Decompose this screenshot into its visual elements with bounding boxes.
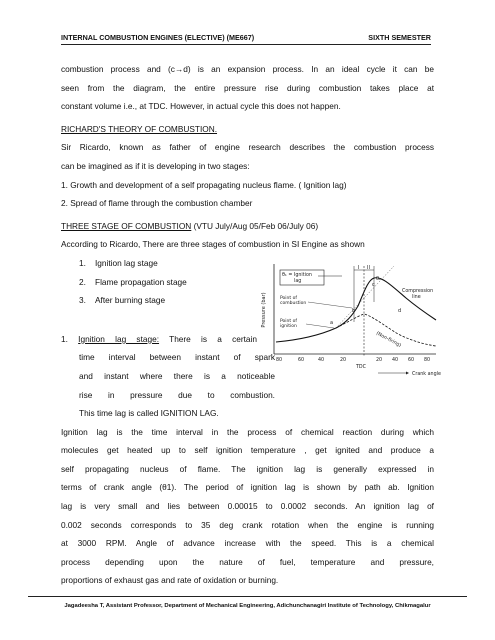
ignition-lag-text: 0.002 seconds corresponds to 35 deg crank rotation when the engine is running [61, 519, 434, 530]
ignition-lag-line: 1. Ignition lag stage: There is a certain [61, 333, 257, 344]
para1-line: combustion process and (c→d) is an expansion process. In an ideal cycle it can be [61, 64, 434, 74]
ricardo-list-item: 1. Growth and development of a self propagating nucleus flame. ( Ignition lag) [61, 179, 347, 190]
ignition-lag-text: molecules get heated up to self ignition temperature , get ignited and produce a [61, 445, 434, 456]
ignition-lag-text: proportions of exhaust gas and rate of oxidation or burning. [61, 575, 279, 586]
header-course-title: INTERNAL COMBUSTION ENGINES (ELECTIVE) (ME667) [61, 33, 255, 42]
point-combustion-label-2: combustion [280, 301, 307, 306]
point-ignition-label-2: ignition [280, 324, 297, 329]
ignition-lag-text: at 3000 RPM. Angle of advance increase with the speed. This is a chemical [61, 538, 434, 549]
theta-two-label: θ₂ [376, 276, 382, 282]
x-tick: 60 [408, 358, 415, 363]
para1-line: constant volume i.e., at TDC. However, in actual cycle this does not happen. [61, 101, 341, 112]
ignition-lag-line: and instant where there is a noticeable [79, 370, 275, 381]
ignition-lag-text: self propagating nucleus of flame. The ignition lag is generally expressed in [61, 463, 434, 474]
x-tick: 80 [424, 358, 431, 363]
x-tick: 40 [318, 358, 325, 363]
para1-line: seen from the diagram, the entire pressure rise during combustion takes place at [61, 82, 434, 93]
leader-line [308, 302, 352, 308]
point-ignition-label: Point of [280, 319, 297, 324]
stage-list-item: 2. Flame propagation stage [79, 276, 187, 287]
ricardo-line: can be imagined as if it is developing in two stages: [61, 160, 250, 171]
header-semester: SIXTH SEMESTER [368, 33, 431, 42]
stage-two-label: II [367, 265, 370, 271]
ideal-line [336, 266, 394, 328]
page-header [61, 30, 431, 45]
firing-pressure-curve [276, 278, 436, 342]
ignition-lag-line: time interval between instant of spark [79, 352, 275, 363]
stage-list-item: 1. Ignition lag stage [79, 257, 158, 268]
pressure-crank-angle-chart [258, 262, 446, 380]
compression-line-label-2: line [412, 295, 421, 300]
combustion-stages-diagram [258, 262, 446, 380]
x-tick: 20 [340, 358, 347, 363]
ignition-lag-label: Ignition lag stage: [78, 333, 160, 344]
x-tick: 60 [298, 358, 305, 363]
three-stage-heading [61, 217, 434, 236]
ricardo-list-item: 2. Spread of flame through the combustion chamber [61, 198, 253, 209]
three-stage-intro: According to Ricardo, There are three stages of combustion in SI Engine as shown [61, 239, 365, 250]
x-tick: 20 [376, 358, 383, 363]
ricardo-heading: RICHARD'S THEORY OF COMBUSTION. [61, 123, 218, 134]
ignition-lag-line: This time lag is called IGNITION LAG. [79, 408, 219, 419]
crank-angle-label: Crank angle [412, 372, 441, 377]
ignition-lag-text: process depending upon the nature of fuel, temperature and pressure, [61, 556, 434, 567]
ignition-lag-text: lag is very small and lies between 0.00015 to 0.0002 seconds. An ignition lag of [61, 501, 434, 512]
point-c-label: c [372, 282, 375, 288]
stage-list-item: 3. After burning stage [79, 295, 166, 306]
page-footer: Jagadeesha T, Assistant Professor, Department of Mechanical Engineering, Adichunchanagiri Institute of Technology, Chikmagalur [28, 596, 467, 609]
three-stage-title: THREE STAGE OF COMBUSTION [61, 220, 192, 231]
y-axis-label: Pressure (bar) [261, 292, 267, 328]
three-stage-ref: (VTU July/Aug 05/Feb 06/July 06) [191, 220, 319, 231]
compression-line-label: Compression [402, 289, 434, 294]
ignition-lag-text: Ignition lag is the time interval in the process of chemical reaction during which [61, 426, 434, 437]
x-tick: 40 [392, 358, 399, 363]
ignition-lag-text: terms of crank angle (θ1). The period of ignition lag is shown by path ab. Ignition [61, 482, 434, 493]
x-tick: 80 [276, 358, 283, 363]
point-b-label: b [352, 308, 356, 314]
point-d-label: d [398, 308, 402, 314]
theta-one-label-line2: lag [294, 279, 302, 284]
stage-one-label: I [358, 265, 360, 271]
ricardo-line: Sir Ricardo, known as father of engine research describes the combustion process [61, 142, 434, 153]
tdc-label: TDC [356, 365, 366, 370]
point-a-label: a [330, 320, 334, 326]
theta-one-label: θ₁ = Ignition [282, 273, 312, 278]
arrow-head [406, 372, 409, 375]
motoring-label: (Non-firing) [375, 331, 402, 349]
point-combustion-label: Point of [280, 296, 297, 301]
ignition-lag-line: rise in pressure due to combustion. [79, 389, 275, 400]
